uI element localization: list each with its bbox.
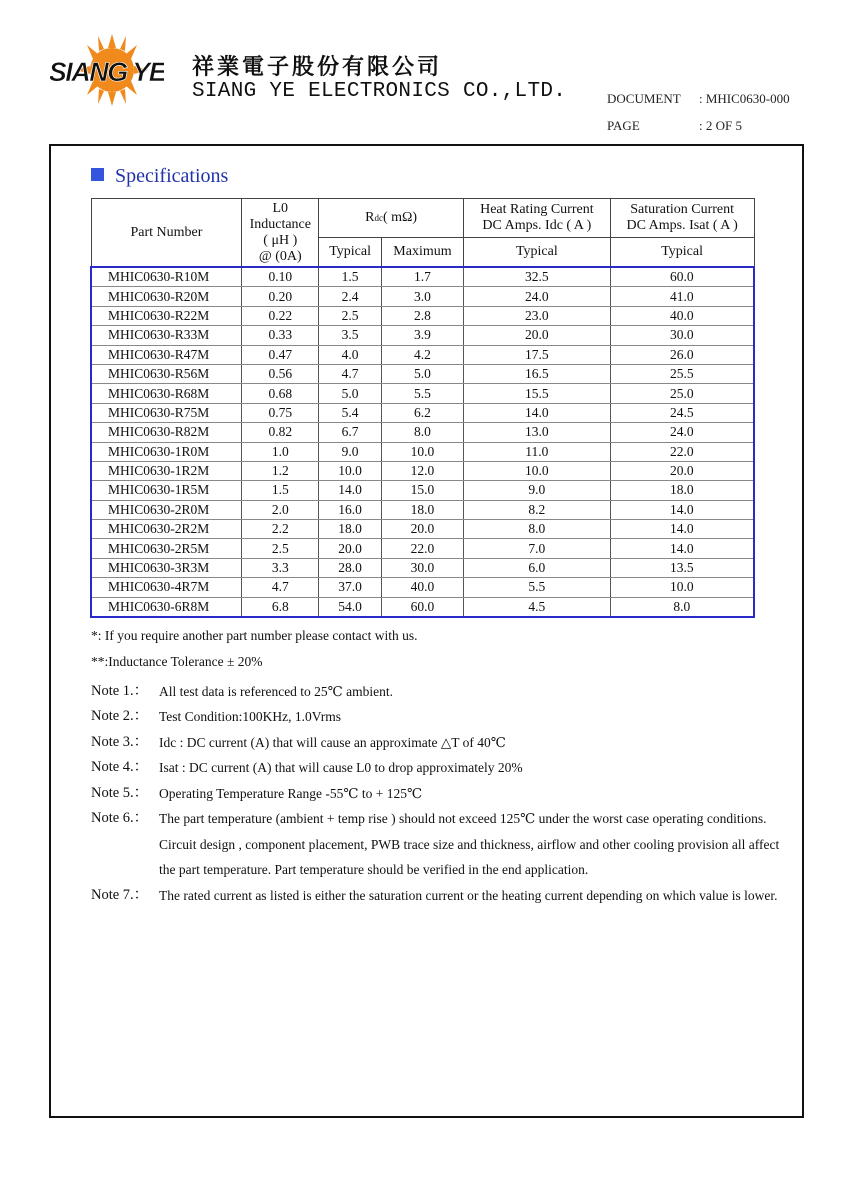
cell-rdc-maximum: 5.5 xyxy=(381,384,463,403)
cell-inductance: 0.33 xyxy=(242,326,319,345)
specifications-table-body xyxy=(91,267,754,617)
cell-rdc-typical: 10.0 xyxy=(319,461,382,480)
header-sat-line2: DC Amps. Isat ( A ) xyxy=(626,218,738,233)
cell-rdc-typical: 1.5 xyxy=(319,267,382,287)
cell-heat-rating-typical: 6.0 xyxy=(463,558,610,577)
cell-inductance: 0.22 xyxy=(242,306,319,325)
cell-rdc-typical: 4.0 xyxy=(319,345,382,364)
header-heat-typical: Typical xyxy=(463,238,610,268)
cell-rdc-typical: 20.0 xyxy=(319,539,382,558)
table-row xyxy=(91,403,754,422)
cell-heat-rating-typical: 15.5 xyxy=(463,384,610,403)
note-5-label: Note 5.： xyxy=(91,785,149,801)
cell-inductance: 0.47 xyxy=(242,345,319,364)
cell-part-number: MHIC0630-R22M xyxy=(91,306,242,325)
header-saturation xyxy=(610,199,754,238)
cell-saturation-typical: 13.5 xyxy=(610,558,754,577)
cell-rdc-maximum: 3.0 xyxy=(381,287,463,306)
logo-sun-icon xyxy=(50,34,164,108)
cell-inductance: 3.3 xyxy=(242,558,319,577)
cell-heat-rating-typical: 8.2 xyxy=(463,500,610,519)
cell-rdc-typical: 14.0 xyxy=(319,481,382,500)
company-logo xyxy=(50,34,164,108)
cell-heat-rating-typical: 8.0 xyxy=(463,520,610,539)
cell-saturation-typical: 10.0 xyxy=(610,578,754,597)
cell-saturation-typical: 20.0 xyxy=(610,461,754,480)
cell-heat-rating-typical: 32.5 xyxy=(463,267,610,287)
cell-inductance: 2.5 xyxy=(242,539,319,558)
cell-heat-rating-typical: 20.0 xyxy=(463,326,610,345)
cell-inductance: 0.56 xyxy=(242,364,319,383)
cell-heat-rating-typical: 23.0 xyxy=(463,306,610,325)
cell-part-number: MHIC0630-6R8M xyxy=(91,597,242,617)
note-6-text: The part temperature (ambient + temp rise ) should not exceed 125℃ under the worst case operating conditions. Circuit design , component placement, PWB trace size and thickness, airflow and other cooling provision all affect the part temperature. Part temperature should be verified in the end application. xyxy=(159,811,780,878)
page-number xyxy=(607,118,742,134)
cell-inductance: 4.7 xyxy=(242,578,319,597)
cell-part-number: MHIC0630-R20M xyxy=(91,287,242,306)
cell-heat-rating-typical: 17.5 xyxy=(463,345,610,364)
cell-rdc-typical: 37.0 xyxy=(319,578,382,597)
document-label: DOCUMENT xyxy=(607,91,681,106)
cell-rdc-maximum: 20.0 xyxy=(381,520,463,539)
cell-rdc-typical: 6.7 xyxy=(319,423,382,442)
table-row xyxy=(91,364,754,383)
cell-saturation-typical: 26.0 xyxy=(610,345,754,364)
cell-part-number: MHIC0630-R47M xyxy=(91,345,242,364)
cell-saturation-typical: 14.0 xyxy=(610,539,754,558)
specifications-table xyxy=(90,198,755,618)
page-label: PAGE xyxy=(607,118,640,133)
cell-rdc-typical: 28.0 xyxy=(319,558,382,577)
note-4 xyxy=(91,755,781,781)
table-row xyxy=(91,345,754,364)
footnote-tolerance: **:Inductance Tolerance ± 20% xyxy=(91,654,263,669)
header-rdc-unit: ( mΩ) xyxy=(382,210,418,225)
header-rdc-subscript: dc xyxy=(374,213,383,223)
cell-rdc-maximum: 5.0 xyxy=(381,364,463,383)
note-4-label: Note 4.： xyxy=(91,759,149,775)
cell-rdc-typical: 4.7 xyxy=(319,364,382,383)
cell-rdc-maximum: 60.0 xyxy=(381,597,463,617)
header-inductance xyxy=(242,199,319,268)
cell-part-number: MHIC0630-R33M xyxy=(91,326,242,345)
cell-saturation-typical: 40.0 xyxy=(610,306,754,325)
cell-saturation-typical: 18.0 xyxy=(610,481,754,500)
cell-inductance: 0.75 xyxy=(242,403,319,422)
square-bullet-icon xyxy=(91,168,104,181)
header-sat-typical: Typical xyxy=(610,238,754,268)
cell-rdc-typical: 5.0 xyxy=(319,384,382,403)
cell-rdc-typical: 9.0 xyxy=(319,442,382,461)
cell-part-number: MHIC0630-4R7M xyxy=(91,578,242,597)
cell-saturation-typical: 25.5 xyxy=(610,364,754,383)
note-5 xyxy=(91,781,781,807)
cell-heat-rating-typical: 13.0 xyxy=(463,423,610,442)
cell-part-number: MHIC0630-1R2M xyxy=(91,461,242,480)
cell-part-number: MHIC0630-2R5M xyxy=(91,539,242,558)
cell-rdc-maximum: 4.2 xyxy=(381,345,463,364)
table-row xyxy=(91,306,754,325)
cell-rdc-maximum: 6.2 xyxy=(381,403,463,422)
cell-rdc-typical: 3.5 xyxy=(319,326,382,345)
cell-heat-rating-typical: 24.0 xyxy=(463,287,610,306)
note-7 xyxy=(91,883,781,909)
cell-part-number: MHIC0630-R10M xyxy=(91,267,242,287)
note-3-text: Idc : DC current (A) that will cause an approximate △T of 40℃ xyxy=(159,735,506,750)
cell-heat-rating-typical: 14.0 xyxy=(463,403,610,422)
table-row xyxy=(91,558,754,577)
cell-rdc-typical: 2.4 xyxy=(319,287,382,306)
company-name-english: SIANG YE ELECTRONICS CO.,LTD. xyxy=(192,80,567,103)
cell-saturation-typical: 25.0 xyxy=(610,384,754,403)
cell-rdc-maximum: 10.0 xyxy=(381,442,463,461)
cell-heat-rating-typical: 4.5 xyxy=(463,597,610,617)
cell-saturation-typical: 14.0 xyxy=(610,520,754,539)
cell-rdc-maximum: 40.0 xyxy=(381,578,463,597)
company-name-chinese: 祥業電子股份有限公司 xyxy=(192,55,443,80)
note-5-text: Operating Temperature Range -55℃ to + 125℃ xyxy=(159,786,423,801)
cell-rdc-maximum: 1.7 xyxy=(381,267,463,287)
note-1-text: All test data is referenced to 25℃ ambient. xyxy=(159,684,394,699)
table-row xyxy=(91,481,754,500)
cell-heat-rating-typical: 10.0 xyxy=(463,461,610,480)
note-3 xyxy=(91,730,781,756)
cell-heat-rating-typical: 16.5 xyxy=(463,364,610,383)
cell-saturation-typical: 60.0 xyxy=(610,267,754,287)
table-row xyxy=(91,520,754,539)
note-7-text: The rated current as listed is either the saturation current or the heating current depending on which value is lower. xyxy=(159,888,778,903)
cell-saturation-typical: 30.0 xyxy=(610,326,754,345)
cell-saturation-typical: 22.0 xyxy=(610,442,754,461)
cell-part-number: MHIC0630-2R2M xyxy=(91,520,242,539)
document-number xyxy=(607,91,790,107)
header-rdc-typical: Typical xyxy=(319,238,382,268)
cell-rdc-typical: 18.0 xyxy=(319,520,382,539)
cell-rdc-maximum: 18.0 xyxy=(381,500,463,519)
cell-rdc-maximum: 15.0 xyxy=(381,481,463,500)
note-7-label: Note 7.： xyxy=(91,887,149,903)
cell-rdc-maximum: 2.8 xyxy=(381,306,463,325)
table-row xyxy=(91,287,754,306)
table-row xyxy=(91,423,754,442)
cell-inductance: 1.0 xyxy=(242,442,319,461)
footnote-part-number: *: If you require another part number please contact with us. xyxy=(91,628,418,643)
cell-saturation-typical: 24.0 xyxy=(610,423,754,442)
cell-rdc-typical: 54.0 xyxy=(319,597,382,617)
note-6 xyxy=(91,806,781,883)
cell-heat-rating-typical: 9.0 xyxy=(463,481,610,500)
cell-part-number: MHIC0630-R68M xyxy=(91,384,242,403)
document-value: : MHIC0630-000 xyxy=(699,91,790,106)
section-title xyxy=(91,165,228,188)
cell-rdc-maximum: 8.0 xyxy=(381,423,463,442)
cell-inductance: 1.5 xyxy=(242,481,319,500)
cell-heat-rating-typical: 11.0 xyxy=(463,442,610,461)
note-4-text: Isat : DC current (A) that will cause L0 to drop approximately 20% xyxy=(159,760,523,775)
cell-part-number: MHIC0630-R56M xyxy=(91,364,242,383)
header-sat-line1: Saturation Current xyxy=(630,202,735,217)
cell-inductance: 1.2 xyxy=(242,461,319,480)
cell-part-number: MHIC0630-1R5M xyxy=(91,481,242,500)
cell-part-number: MHIC0630-R75M xyxy=(91,403,242,422)
table-row xyxy=(91,384,754,403)
cell-saturation-typical: 41.0 xyxy=(610,287,754,306)
header-heat-line2: DC Amps. Idc ( A ) xyxy=(482,218,592,233)
note-2 xyxy=(91,704,781,730)
note-6-label: Note 6.： xyxy=(91,810,149,826)
cell-rdc-maximum: 3.9 xyxy=(381,326,463,345)
cell-saturation-typical: 8.0 xyxy=(610,597,754,617)
table-row xyxy=(91,578,754,597)
header-rdc xyxy=(319,199,464,238)
header-rdc-symbol: R xyxy=(365,210,375,225)
header-inductance-line1: L0 xyxy=(272,200,289,216)
page-value: : 2 OF 5 xyxy=(699,118,742,133)
table-row xyxy=(91,461,754,480)
cell-rdc-typical: 5.4 xyxy=(319,403,382,422)
note-2-label: Note 2.： xyxy=(91,708,149,724)
cell-inductance: 6.8 xyxy=(242,597,319,617)
header-inductance-line2: Inductance xyxy=(249,216,311,232)
table-row xyxy=(91,326,754,345)
table-row xyxy=(91,597,754,617)
section-title-text: Specifications xyxy=(115,165,229,187)
note-2-text: Test Condition:100KHz, 1.0Vrms xyxy=(159,709,341,724)
table-row xyxy=(91,500,754,519)
cell-inductance: 2.2 xyxy=(242,520,319,539)
cell-part-number: MHIC0630-1R0M xyxy=(91,442,242,461)
cell-saturation-typical: 24.5 xyxy=(610,403,754,422)
cell-inductance: 0.10 xyxy=(242,267,319,287)
cell-saturation-typical: 14.0 xyxy=(610,500,754,519)
header-inductance-line4: @ (0A) xyxy=(258,248,302,264)
header-part-number: Part Number xyxy=(91,199,242,268)
cell-inductance: 0.68 xyxy=(242,384,319,403)
table-row xyxy=(91,442,754,461)
header-inductance-line3: ( μH ) xyxy=(263,232,298,248)
cell-heat-rating-typical: 7.0 xyxy=(463,539,610,558)
cell-rdc-maximum: 12.0 xyxy=(381,461,463,480)
note-3-label: Note 3.： xyxy=(91,734,149,750)
header-heat-line1: Heat Rating Current xyxy=(480,202,594,217)
cell-inductance: 0.82 xyxy=(242,423,319,442)
cell-rdc-maximum: 22.0 xyxy=(381,539,463,558)
note-1-label: Note 1.： xyxy=(91,683,149,699)
cell-rdc-typical: 2.5 xyxy=(319,306,382,325)
cell-heat-rating-typical: 5.5 xyxy=(463,578,610,597)
cell-part-number: MHIC0630-3R3M xyxy=(91,558,242,577)
cell-inductance: 0.20 xyxy=(242,287,319,306)
table-row xyxy=(91,267,754,287)
note-1 xyxy=(91,679,781,705)
cell-rdc-typical: 16.0 xyxy=(319,500,382,519)
header-rdc-maximum: Maximum xyxy=(381,238,463,268)
cell-rdc-maximum: 30.0 xyxy=(381,558,463,577)
logo-text: SIANG YE xyxy=(50,57,164,87)
table-row xyxy=(91,539,754,558)
cell-part-number: MHIC0630-R82M xyxy=(91,423,242,442)
cell-part-number: MHIC0630-2R0M xyxy=(91,500,242,519)
header-heat-rating xyxy=(463,199,610,238)
cell-inductance: 2.0 xyxy=(242,500,319,519)
